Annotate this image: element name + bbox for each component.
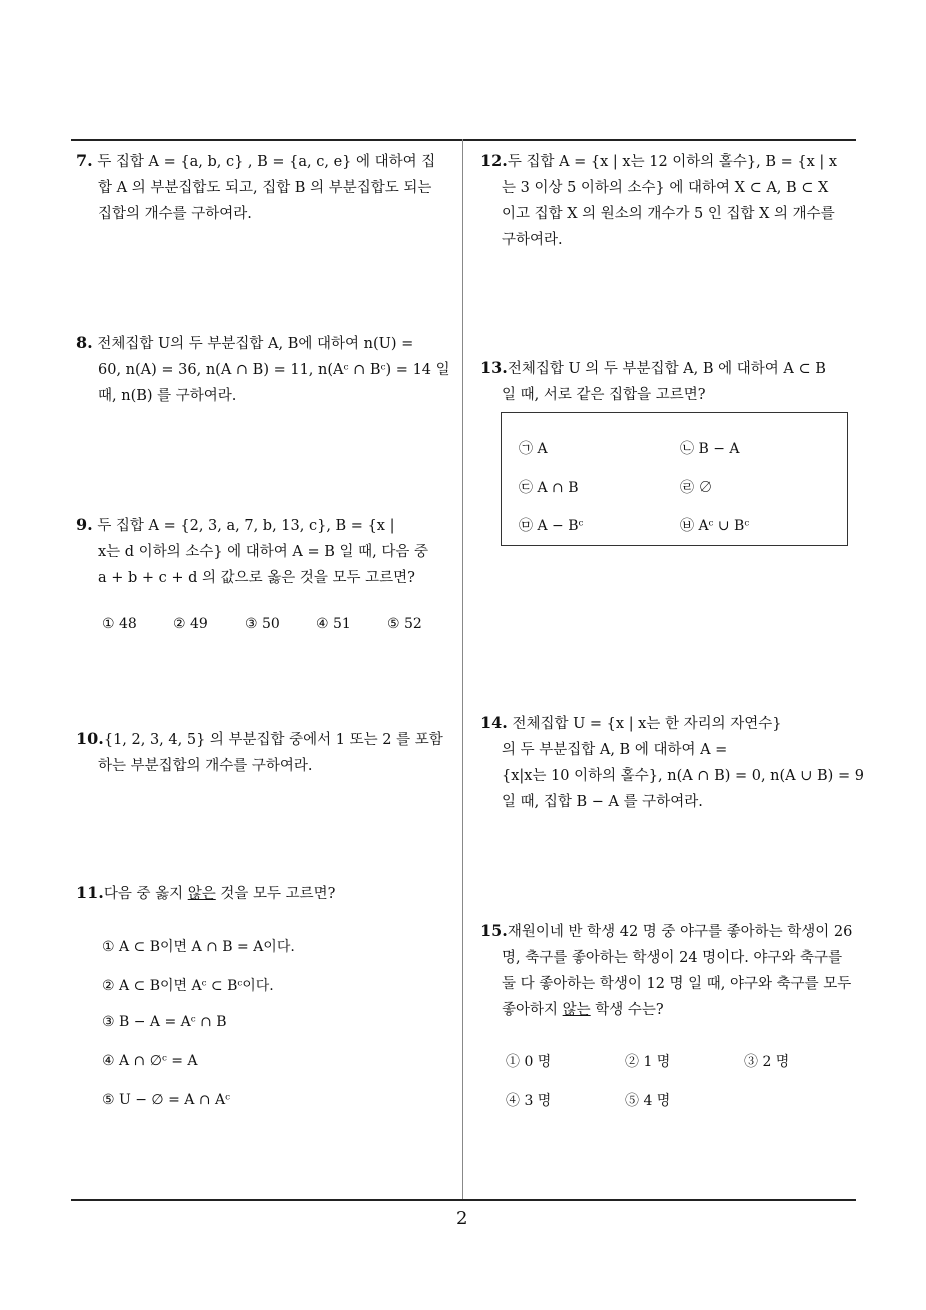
question-text-line: 둘 다 좋아하는 학생이 12 명 일 때, 야구와 축구를 모두 [502,976,852,992]
question-text-line: 전체집합 U 의 두 부분집합 A, B 에 대하여 A ⊂ B [507,361,826,377]
answer-choice[interactable]: ④ 51 [316,616,351,632]
question-text-line: 60, n(A) = 36, n(A ∩ B) = 11, n(Aᶜ ∩ Bᶜ) = 14 일 [98,362,450,378]
question-text-line: 명, 축구를 좋아하는 학생이 24 명이다. 야구와 축구를 [502,950,843,966]
box-item: ㉥ Aᶜ ∪ Bᶜ [680,518,750,534]
answer-choice[interactable]: ③ 50 [245,616,280,632]
question-text-line: 때, n(B) 를 구하여라. [98,388,237,404]
question-14 [480,710,864,815]
question-text-line: 전체집합 U의 두 부분집합 A, B에 대하여 n(U) = [97,336,414,352]
question-text-line: 이고 집합 X 의 원소의 개수가 5 인 집합 X 의 개수를 [502,206,835,222]
question-10 [76,726,458,779]
question-number: 14. [480,713,508,732]
column-divider [462,139,463,1200]
question-text: 학생 수는? [590,1002,664,1018]
question-text-line: 하는 부분집합의 개수를 구하여라. [98,758,313,774]
question-text: 다음 중 옳지 [103,886,188,902]
question-12 [480,148,860,253]
question-9 [76,512,458,591]
top-rule [71,139,856,141]
answer-choice[interactable]: ④ A ∩ ∅ᶜ = A [102,1053,198,1069]
answer-choice[interactable]: ⑤ U − ∅ = A ∩ Aᶜ [102,1092,230,1108]
question-13-choice-box [501,412,848,546]
page-number: 2 [456,1208,468,1229]
question-text-line: x는 d 이하의 소수} 에 대하여 A = B 일 때, 다음 중 [98,544,428,560]
answer-choice[interactable]: ② 1 명 [625,1054,671,1070]
answer-choice[interactable]: ④ 3 명 [506,1093,552,1109]
question-8 [76,330,458,409]
underlined-word: 않은 [187,886,216,902]
question-7 [76,148,458,227]
question-text-line: 두 집합 A = {2, 3, a, 7, b, 13, c}, B = {x | [97,518,395,534]
question-text-line: 는 3 이상 5 이하의 소수} 에 대하여 X ⊂ A, B ⊂ X [502,180,829,196]
answer-choice[interactable]: ① 48 [102,616,137,632]
question-text-line: 의 두 부분집합 A, B 에 대하여 A = [502,742,728,758]
question-text-line: 합 A 의 부분집합도 되고, 집합 B 의 부분집합도 되는 [98,180,432,196]
answer-choice[interactable]: ① 0 명 [506,1054,552,1070]
question-11 [76,880,458,907]
question-number: 15. [480,921,508,940]
box-item: ㉤ A − Bᶜ [519,518,584,534]
question-text-line: 전체집합 U = {x | x는 한 자리의 자연수} [512,716,782,732]
underlined-word: 않는 [562,1002,591,1018]
box-item: ㉡ B − A [680,441,740,457]
answer-choice[interactable]: ① A ⊂ B이면 A ∩ B = A이다. [102,939,295,955]
question-13 [480,355,860,408]
question-text-line: {1, 2, 3, 4, 5} 의 부분집합 중에서 1 또는 2 를 포함 [103,732,443,748]
question-text-line: 재원이네 반 학생 42 명 중 야구를 좋아하는 학생이 26 [507,924,853,940]
box-item: ㉢ A ∩ B [519,480,579,496]
answer-choice[interactable]: ② A ⊂ B이면 Aᶜ ⊂ Bᶜ이다. [102,978,274,994]
question-text-line: 일 때, 집합 B − A 를 구하여라. [502,794,703,810]
answer-choice[interactable]: ⑤ 4 명 [625,1093,671,1109]
question-text-line: 두 집합 A = {a, b, c} , B = {a, c, e} 에 대하여 집 [97,154,436,170]
question-text: 것을 모두 고르면? [215,886,336,902]
question-text-line: a + b + c + d 의 값으로 옳은 것을 모두 고르면? [98,570,415,586]
question-number: 12. [480,151,508,170]
question-number: 8. [76,333,93,352]
question-text-line: 구하여라. [502,232,563,248]
box-item: ㉣ ∅ [680,480,713,496]
question-number: 7. [76,151,93,170]
question-text-line: 일 때, 서로 같은 집합을 고르면? [502,387,706,403]
question-15 [480,918,860,1023]
answer-choice[interactable]: ③ B − A = Aᶜ ∩ B [102,1014,227,1030]
question-number: 11. [76,883,104,902]
answer-choice[interactable]: ⑤ 52 [387,616,422,632]
question-number: 13. [480,358,508,377]
question-text-line: 집합의 개수를 구하여라. [98,206,252,222]
question-text: 좋아하지 [502,1002,563,1018]
box-item: ㉠ A [519,441,548,457]
question-text-line: {x|x는 10 이하의 홀수}, n(A ∩ B) = 0, n(A ∪ B) = 9 [502,768,864,784]
question-text-line: 두 집합 A = {x | x는 12 이하의 홀수}, B = {x | x [507,154,838,170]
bottom-rule [71,1199,856,1201]
answer-choice[interactable]: ③ 2 명 [744,1054,790,1070]
answer-choice[interactable]: ② 49 [173,616,208,632]
question-number: 10. [76,729,104,748]
question-number: 9. [76,515,93,534]
